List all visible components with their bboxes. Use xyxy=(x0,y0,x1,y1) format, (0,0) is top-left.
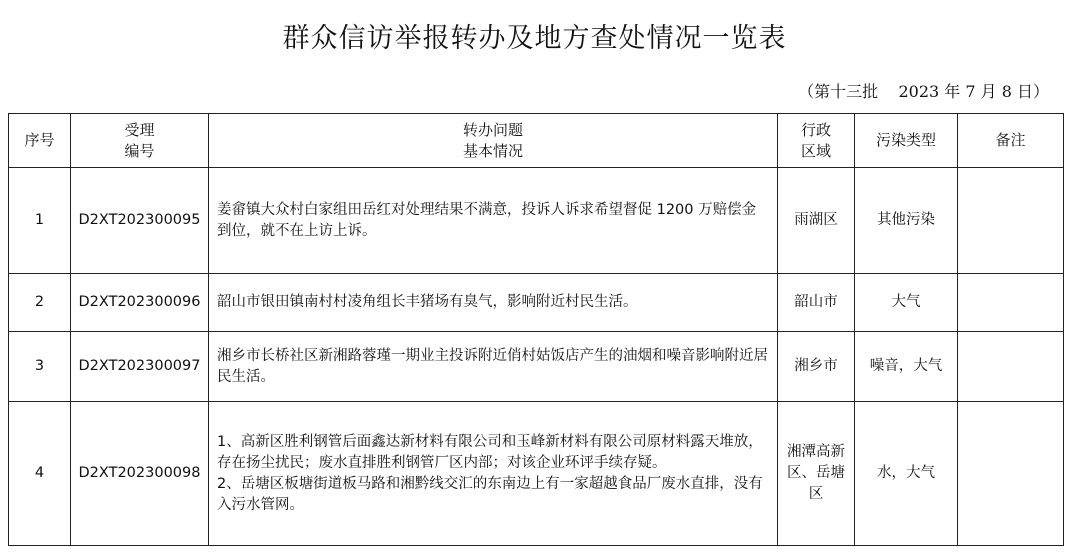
issue-item-1: 1、高新区胜利钢管后面鑫达新材料有限公司和玉峰新材料有限公司原材料露天堆放，存在扬尘扰民；废水直排胜利钢管厂区内部；对该企业环评手续存疑。 xyxy=(217,433,763,471)
cell-id: D2XT202300097 xyxy=(71,332,209,402)
cell-issue xyxy=(209,402,778,546)
cell-pollution: 噪音，大气 xyxy=(855,332,958,402)
header-region xyxy=(778,114,855,168)
header-region-line1: 行政 xyxy=(800,120,831,139)
cell-remark xyxy=(958,274,1064,332)
header-pollution: 污染类型 xyxy=(855,114,958,168)
cell-region: 韶山市 xyxy=(778,274,855,332)
cell-id: D2XT202300098 xyxy=(71,402,209,546)
batch-date: （第十三批 2023 年 7 月 8 日） xyxy=(798,82,1049,101)
cell-remark xyxy=(958,332,1064,402)
cell-seq: 2 xyxy=(9,274,71,332)
issue-item-2: 2、岳塘区板塘街道板马路和湘黔线交汇的东南边上有一家超越食品厂废水直排，没有入污水管网。 xyxy=(217,475,763,513)
cell-issue: 姜畲镇大众村白家组田岳红对处理结果不满意，投诉人诉求希望督促 1200 万赔偿金到位，就不在上访上诉。 xyxy=(209,168,778,274)
cell-issue: 湘乡市长桥社区新湘路蓉瑾一期业主投诉附近俏村姑饭店产生的油烟和噪音影响附近居民生活。 xyxy=(209,332,778,402)
cell-seq: 3 xyxy=(9,332,71,402)
header-issue-line2: 基本情况 xyxy=(462,141,523,160)
cell-pollution: 其他污染 xyxy=(855,168,958,274)
header-region-line2: 区域 xyxy=(800,141,831,160)
header-remark: 备注 xyxy=(958,114,1064,168)
table-row xyxy=(9,168,1064,274)
header-id-line2: 编号 xyxy=(124,141,155,160)
header-issue-line1: 转办问题 xyxy=(462,120,523,139)
cell-seq: 1 xyxy=(9,168,71,274)
table-row xyxy=(9,402,1064,546)
header-issue xyxy=(209,114,778,168)
cell-remark xyxy=(958,402,1064,546)
table-row xyxy=(9,274,1064,332)
header-id-line1: 受理 xyxy=(124,120,155,139)
cell-id: D2XT202300095 xyxy=(71,168,209,274)
cell-remark xyxy=(958,168,1064,274)
complaint-table xyxy=(8,113,1064,546)
page-title: 群众信访举报转办及地方查处情况一览表 xyxy=(282,23,787,54)
cell-region: 湘潭高新区、岳塘区 xyxy=(778,402,855,546)
header-id xyxy=(71,114,209,168)
cell-issue: 韶山市银田镇南村村凌角组长丰猪场有臭气，影响附近村民生活。 xyxy=(209,274,778,332)
header-seq: 序号 xyxy=(9,114,71,168)
cell-pollution: 大气 xyxy=(855,274,958,332)
cell-seq: 4 xyxy=(9,402,71,546)
cell-region: 湘乡市 xyxy=(778,332,855,402)
cell-region: 雨湖区 xyxy=(778,168,855,274)
table-header-row xyxy=(9,114,1064,168)
cell-id: D2XT202300096 xyxy=(71,274,209,332)
cell-pollution: 水，大气 xyxy=(855,402,958,546)
table-row xyxy=(9,332,1064,402)
